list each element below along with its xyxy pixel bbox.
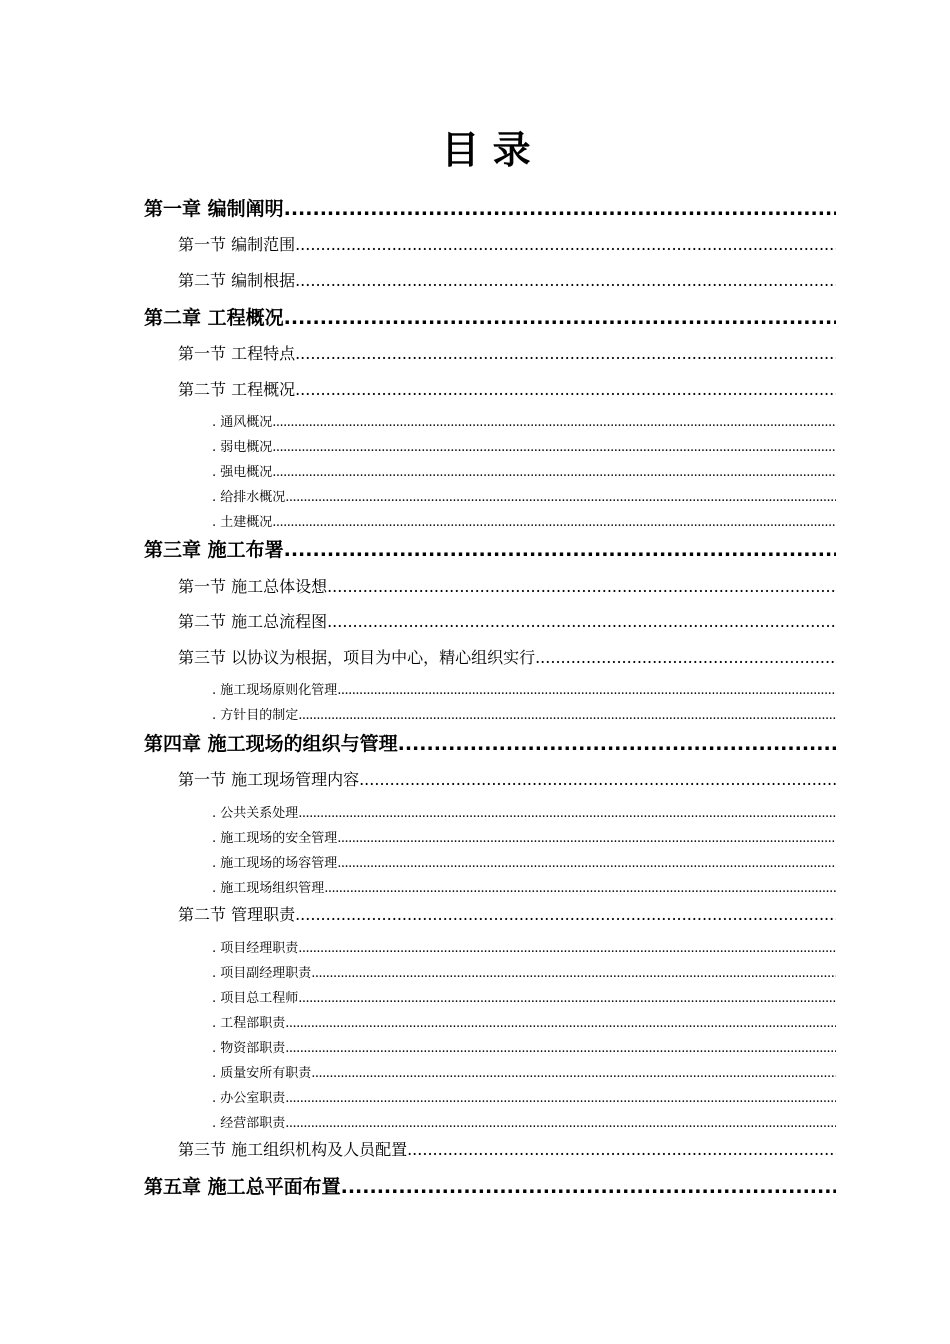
dot-leader: [298, 707, 836, 725]
toc-chapter-5[interactable]: 第五章 施工总平面布置 .....: [144, 1175, 836, 1199]
toc-item-4-2-6[interactable]: . 质量安所有职责 .....: [212, 1065, 836, 1083]
dot-leader: [285, 489, 836, 507]
dot-leader: [327, 611, 836, 633]
toc-section-2-1[interactable]: 第一节 工程特点 .....: [178, 343, 836, 365]
toc-section-4-2[interactable]: 第二节 管理职责 .....: [178, 904, 836, 926]
dot-leader: [295, 343, 836, 365]
toc-item-2-2-3[interactable]: . 强电概况 .....: [212, 464, 836, 482]
toc-chapter-3[interactable]: 第三章 施工布署 .....: [144, 538, 836, 562]
dot-leader: [285, 1115, 836, 1133]
dot-leader: [295, 904, 836, 926]
dot-leader: [407, 1139, 836, 1161]
dot-leader: [285, 1015, 836, 1033]
toc-item-4-2-7[interactable]: . 办公室职责 .....: [212, 1090, 836, 1108]
toc-item-2-2-1[interactable]: . 通风概况 .....: [212, 414, 836, 432]
toc-item-4-2-2[interactable]: . 项目副经理职责 .....: [212, 965, 836, 983]
toc-item-3-3-1[interactable]: . 施工现场原则化管理 .....: [212, 682, 836, 700]
toc-section-1-1[interactable]: 第一节 编制范围 .....: [178, 234, 836, 256]
toc-item-4-2-5[interactable]: . 物资部职责 .....: [212, 1040, 836, 1058]
dot-leader: [311, 1065, 836, 1083]
toc-chapter-4[interactable]: 第四章 施工现场的组织与管理 .....: [144, 732, 836, 756]
toc-section-3-2[interactable]: 第二节 施工总流程图 .....: [178, 611, 836, 633]
toc-item-4-2-1[interactable]: . 项目经理职责 .....: [212, 940, 836, 958]
toc-item-4-2-8[interactable]: . 经营部职责 .....: [212, 1115, 836, 1133]
dot-leader: [272, 414, 836, 432]
toc-section-3-1[interactable]: 第一节 施工总体设想 .....: [178, 576, 836, 598]
toc-item-4-1-3[interactable]: . 施工现场的场容管理 .....: [212, 855, 836, 873]
toc-item-2-2-5[interactable]: . 土建概况 .....: [212, 514, 836, 532]
dot-leader: [285, 1090, 836, 1108]
dot-leader: [311, 965, 836, 983]
toc-section-4-1[interactable]: 第一节 施工现场管理内容 .....: [178, 769, 836, 791]
toc-chapter-2[interactable]: 第二章 工程概况 .....: [144, 306, 836, 330]
dot-leader: [337, 830, 836, 848]
dot-leader: [272, 514, 836, 532]
dot-leader: [284, 197, 836, 221]
dot-leader: [284, 538, 836, 562]
dot-leader: [272, 439, 836, 457]
toc-chapter-1[interactable]: 第一章 编制阐明 .....: [144, 197, 836, 221]
dot-leader: [298, 990, 836, 1008]
toc-item-4-1-1[interactable]: . 公共关系处理 .....: [212, 805, 836, 823]
dot-leader: [284, 306, 836, 330]
dot-leader: [295, 270, 836, 292]
toc-section-3-3[interactable]: 第三节 以协议为根据，项目为中心，精心组织实行 .....: [178, 647, 836, 669]
dot-leader: [327, 576, 836, 598]
toc-item-2-2-2[interactable]: . 弱电概况 .....: [212, 439, 836, 457]
toc-item-4-1-2[interactable]: . 施工现场的安全管理 .....: [212, 830, 836, 848]
dot-leader: [285, 1040, 836, 1058]
dot-leader: [324, 880, 836, 898]
toc-section-2-2[interactable]: 第二节 工程概况 .....: [178, 379, 836, 401]
dot-leader: [298, 805, 836, 823]
dot-leader: [337, 682, 836, 700]
dot-leader: [295, 234, 836, 256]
toc-item-2-2-4[interactable]: . 给排水概况 .....: [212, 489, 836, 507]
dot-leader: [359, 769, 836, 791]
dot-leader: [298, 940, 836, 958]
toc-item-3-3-2[interactable]: . 方针目的制定 .....: [212, 707, 836, 725]
toc-section-1-2[interactable]: 第二节 编制根据 .....: [178, 270, 836, 292]
dot-leader: [337, 855, 836, 873]
toc-item-4-1-4[interactable]: . 施工现场组织管理 .....: [212, 880, 836, 898]
dot-leader: [341, 1175, 836, 1199]
page-title: 目 录: [441, 128, 531, 172]
dot-leader: [398, 732, 836, 756]
dot-leader: [535, 647, 836, 669]
toc-item-4-2-3[interactable]: . 项目总工程师 .....: [212, 990, 836, 1008]
toc-section-4-3[interactable]: 第三节 施工组织机构及人员配置 .....: [178, 1139, 836, 1161]
toc-item-4-2-4[interactable]: . 工程部职责 .....: [212, 1015, 836, 1033]
dot-leader: [272, 464, 836, 482]
dot-leader: [295, 379, 836, 401]
